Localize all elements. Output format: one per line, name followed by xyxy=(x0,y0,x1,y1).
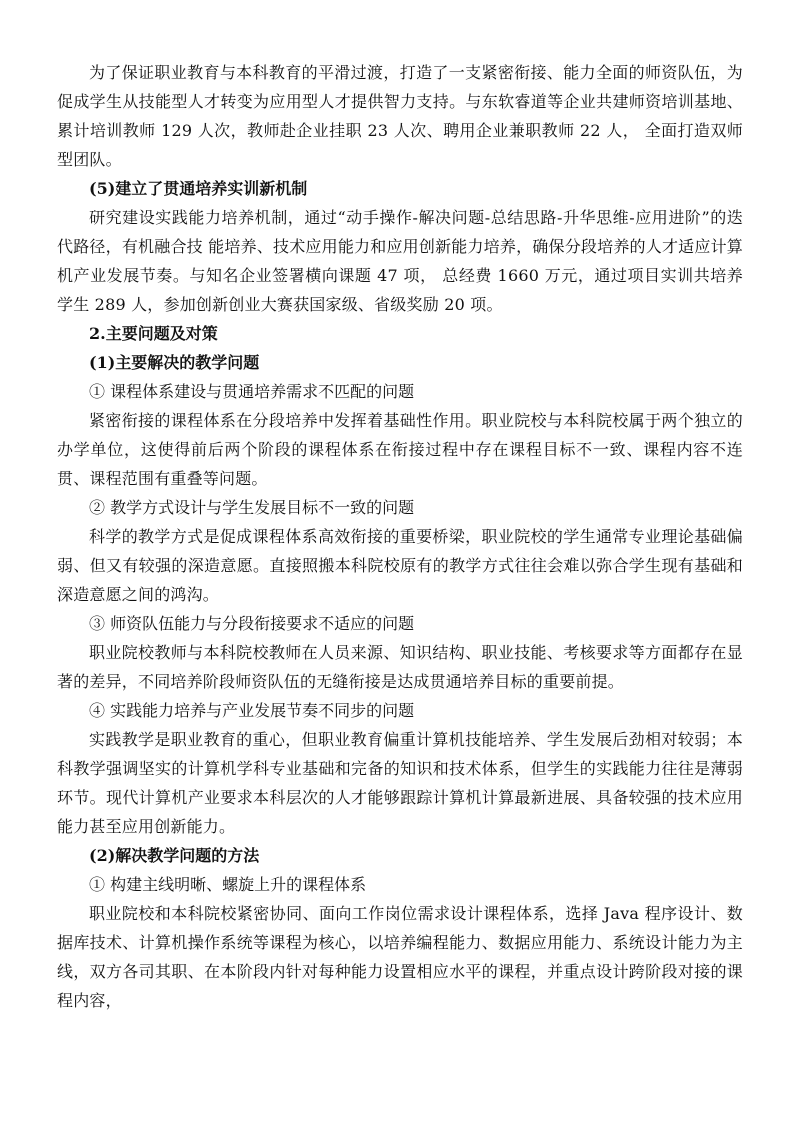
document-body xyxy=(57,58,743,1015)
numbered-subheading: ① 构建主线明晰、螺旋上升的课程体系 xyxy=(89,875,367,894)
paragraph: 实践教学是职业教育的重心，但职业教育偏重计算机技能培养、学生发展后劲相对较弱；本科教学强调坚实的计算机学科专业基础和完备的知识和技术体系，但学生的实践能力往往是薄弱环节。现代计算机产业要求本科层次的人才能够跟踪计算机计算最新进展、具备较强的技术应用能力甚至应用创新能力。 xyxy=(57,730,743,836)
paragraph: 职业院校教师与本科院校教师在人员来源、知识结构、职业技能、考核要求等方面都存在显著的差异，不同培养阶段师资队伍的无缝衔接是达成贯通培养目标的重要前提。 xyxy=(57,643,743,691)
paragraph: 研究建设实践能力培养机制，通过“动手操作-解决问题-总结思路-升华思维-应用进阶”的迭代路径，有机融合技 能培养、技术应用能力和应用创新能力培养，确保分段培养的人才适应计算机产业发展节奏。与知名企业签署横向课题 47 项， 总经费 1660 万元，通过项目实训共培养学生 289 人，参加创新创业大赛获国家级、省级奖励 20 项。 xyxy=(57,208,743,314)
section-heading: (5)建立了贯通培养实训新机制 xyxy=(89,179,308,198)
section-heading: (2)解决教学问题的方法 xyxy=(89,846,260,865)
numbered-subheading: ① 课程体系建设与贯通培养需求不匹配的问题 xyxy=(89,382,415,401)
paragraph: 科学的教学方式是促成课程体系高效衔接的重要桥梁，职业院校的学生通常专业理论基础偏弱、但又有较强的深造意愿。直接照搬本科院校原有的教学方式往往会难以弥合学生现有基础和深造意愿之间的鸿沟。 xyxy=(57,527,743,604)
paragraph: 紧密衔接的课程体系在分段培养中发挥着基础性作用。职业院校与本科院校属于两个独立的办学单位，这使得前后两个阶段的课程体系在衔接过程中存在课程目标不一致、课程内容不连贯、课程范围有重叠等问题。 xyxy=(57,411,743,488)
section-heading: 2.主要问题及对策 xyxy=(89,324,218,343)
numbered-subheading: ④ 实践能力培养与产业发展节奏不同步的问题 xyxy=(89,701,415,720)
numbered-subheading: ② 教学方式设计与学生发展目标不一致的问题 xyxy=(89,498,415,517)
paragraph: 为了保证职业教育与本科教育的平滑过渡，打造了一支紧密衔接、能力全面的师资队伍，为促成学生从技能型人才转变为应用型人才提供智力支持。与东软睿道等企业共建师资培训基地、 累计培训教师 129 人次，教师赴企业挂职 23 人次、聘用企业兼职教师 22 人， 全面打造双师型团队。 xyxy=(57,63,743,169)
paragraph: 职业院校和本科院校紧密协同、面向工作岗位需求设计课程体系，选择 Java 程序设计、数据库技术、计算机操作系统等课程为核心，以培养编程能力、数据应用能力、系统设计能力为主线，双方各司其职、在本阶段内针对每种能力设置相应水平的课程，并重点设计跨阶段对接的课程内容， xyxy=(57,904,743,1010)
numbered-subheading: ③ 师资队伍能力与分段衔接要求不适应的问题 xyxy=(89,614,415,633)
section-heading: (1)主要解决的教学问题 xyxy=(89,353,260,372)
